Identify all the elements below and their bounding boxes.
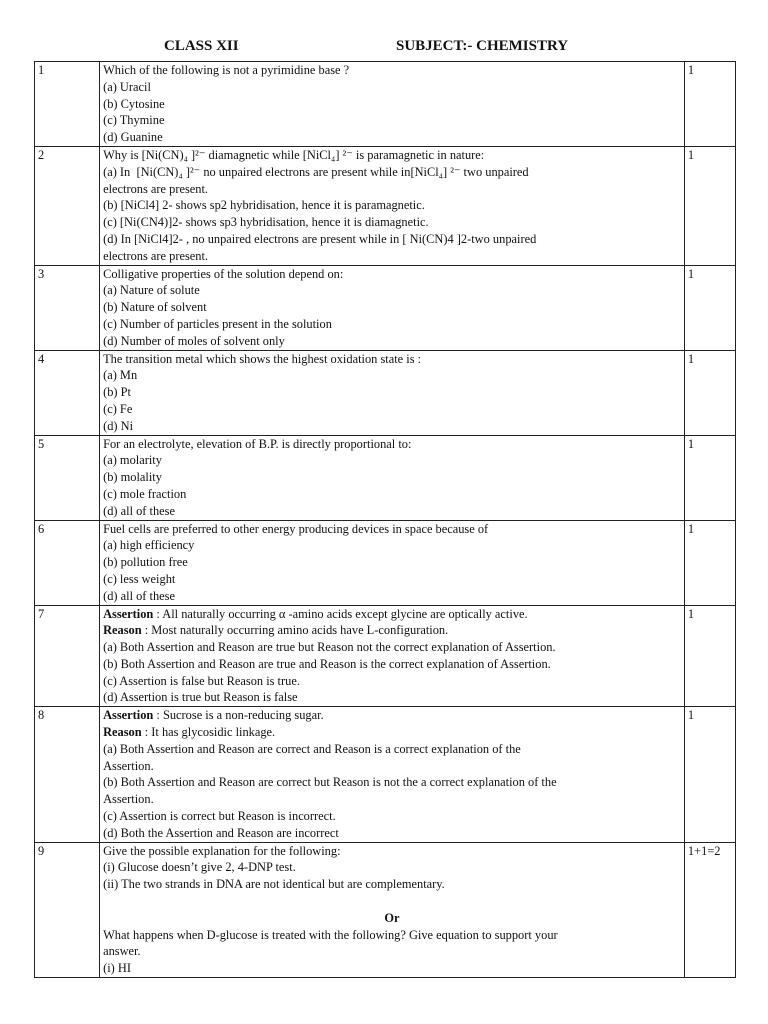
- line-text: (d) In [NiCl4]2- , no unpaired electrons are present while in [ Ni(CN)4 ]2-two unpaired: [103, 231, 537, 246]
- question-line: [103, 503, 681, 520]
- question-line: [103, 927, 681, 944]
- question-line: [103, 876, 681, 893]
- line-text: (a) Both Assertion and Reason are correct and Reason is a correct explanation of the: [103, 741, 521, 756]
- question-line: [103, 112, 681, 129]
- line-text: (d) all of these: [103, 503, 175, 518]
- question-text: [100, 146, 685, 265]
- line-text: (d) Number of moles of solvent only: [103, 333, 285, 348]
- line-text: (b) Both Assertion and Reason are correct but Reason is not the a correct explanation of the: [103, 775, 557, 790]
- page-header: [0, 38, 768, 58]
- question-text: [100, 520, 685, 605]
- line-text: : Most naturally occurring amino acids have L-configuration.: [141, 623, 449, 638]
- line-text: Fuel cells are preferred to other energy producing devices in space because of: [103, 521, 489, 536]
- question-row: [35, 842, 736, 977]
- line-text: (d) all of these: [103, 588, 175, 603]
- question-row: [35, 605, 736, 707]
- question-row: [35, 146, 736, 265]
- question-line: [103, 367, 681, 384]
- question-marks: 1: [684, 605, 735, 707]
- line-text: (b) Cytosine: [103, 96, 165, 111]
- question-marks: 1: [684, 62, 735, 147]
- line-text: Why is [Ni(CN)₄ ]²⁻ diamagnetic while [NiCl₄] ²⁻ is paramagnetic in nature:: [103, 147, 485, 162]
- line-text: The transition metal which shows the highest oxidation state is :: [103, 351, 422, 366]
- question-line: [103, 825, 681, 842]
- question-text: [100, 842, 685, 977]
- question-row: [35, 62, 736, 147]
- question-line: [103, 469, 681, 486]
- question-number: 4: [35, 350, 100, 435]
- or-separator: [103, 910, 681, 927]
- question-line: [103, 741, 681, 758]
- question-line: [103, 639, 681, 656]
- line-text: Or: [384, 910, 400, 925]
- line-text: (d) Assertion is true but Reason is false: [103, 690, 298, 705]
- question-line: [103, 436, 681, 453]
- question-number: 1: [35, 62, 100, 147]
- line-text: (b) pollution free: [103, 555, 188, 570]
- question-line: [103, 384, 681, 401]
- question-marks: 1: [684, 435, 735, 520]
- question-text: [100, 435, 685, 520]
- line-text: : It has glycosidic linkage.: [141, 725, 276, 740]
- question-line: [103, 724, 681, 741]
- line-text: electrons are present.: [103, 248, 208, 263]
- question-number: 6: [35, 520, 100, 605]
- line-text: Assertion.: [103, 758, 154, 773]
- line-text: (a) In [Ni(CN)₄ ]²⁻ no unpaired electrons are present while in[NiCl₄] ²⁻ two unpaired: [103, 164, 529, 179]
- line-text: (c) Number of particles present in the solution: [103, 316, 332, 331]
- question-line: [103, 537, 681, 554]
- question-line: [103, 791, 681, 808]
- question-line: [103, 147, 681, 164]
- line-text: (b) Both Assertion and Reason are true and Reason is the correct explanation of Assertion.: [103, 656, 551, 671]
- question-line: [103, 554, 681, 571]
- question-row: [35, 435, 736, 520]
- question-line: [103, 214, 681, 231]
- question-line: [103, 418, 681, 435]
- question-line: [103, 181, 681, 198]
- question-line: [103, 79, 681, 96]
- question-line: [103, 299, 681, 316]
- question-line: [103, 622, 681, 639]
- question-table-body: [35, 62, 736, 978]
- line-text: (a) Uracil: [103, 79, 151, 94]
- question-line: [103, 571, 681, 588]
- line-text: What happens when D-glucose is treated with the following? Give equation to support your: [103, 927, 558, 942]
- line-text: (b) molality: [103, 470, 162, 485]
- question-marks: 1: [684, 265, 735, 350]
- question-text: [100, 707, 685, 842]
- question-line: [103, 943, 681, 960]
- line-text: For an electrolyte, elevation of B.P. is directly proportional to:: [103, 436, 412, 451]
- line-text: (b) Pt: [103, 385, 131, 400]
- question-line: [103, 333, 681, 350]
- question-line: [103, 774, 681, 791]
- question-text: [100, 605, 685, 707]
- line-text: (d) Both the Assertion and Reason are incorrect: [103, 825, 339, 840]
- line-text: (i) Glucose doesn’t give 2, 4-DNP test.: [103, 860, 296, 875]
- question-table: [34, 61, 736, 978]
- line-text: (a) molarity: [103, 453, 162, 468]
- line-text: (c) Thymine: [103, 113, 165, 128]
- line-text: (b) [NiCl4] 2- shows sp2 hybridisation, hence it is paramagnetic.: [103, 198, 425, 213]
- question-line: [103, 707, 681, 724]
- question-line: [103, 893, 681, 910]
- question-line: [103, 673, 681, 690]
- line-text: : Sucrose is a non-reducing sugar.: [153, 708, 324, 723]
- question-line: [103, 62, 681, 79]
- line-label: Reason: [103, 725, 142, 740]
- question-line: [103, 316, 681, 333]
- question-line: [103, 689, 681, 706]
- question-row: [35, 707, 736, 842]
- question-number: 3: [35, 265, 100, 350]
- question-number: 7: [35, 605, 100, 707]
- question-marks: 1+1=2: [684, 842, 735, 977]
- line-text: (a) Nature of solute: [103, 283, 200, 298]
- question-line: [103, 486, 681, 503]
- question-marks: 1: [684, 520, 735, 605]
- question-line: [103, 859, 681, 876]
- line-text: (i) HI: [103, 961, 131, 976]
- question-line: [103, 452, 681, 469]
- question-row: [35, 520, 736, 605]
- question-number: 5: [35, 435, 100, 520]
- line-text: (c) [Ni(CN4)]2- shows sp3 hybridisation, hence it is diamagnetic.: [103, 215, 429, 230]
- line-text: answer.: [103, 944, 141, 959]
- question-marks: 1: [684, 350, 735, 435]
- line-text: (a) high efficiency: [103, 538, 195, 553]
- line-text: (d) Guanine: [103, 130, 163, 145]
- question-line: [103, 231, 681, 248]
- line-label: Assertion: [103, 606, 154, 621]
- question-line: [103, 164, 681, 181]
- line-text: Assertion.: [103, 792, 154, 807]
- question-line: [103, 197, 681, 214]
- question-row: [35, 265, 736, 350]
- line-text: (ii) The two strands in DNA are not identical but are complementary.: [103, 877, 445, 892]
- question-marks: 1: [684, 707, 735, 842]
- line-text: (a) Both Assertion and Reason are true but Reason not the correct explanation of Assertion.: [103, 640, 556, 655]
- question-number: 9: [35, 842, 100, 977]
- question-line: [103, 960, 681, 977]
- question-line: [103, 248, 681, 265]
- line-text: Colligative properties of the solution depend on:: [103, 266, 344, 281]
- line-text: Which of the following is not a pyrimidine base ?: [103, 63, 350, 77]
- line-label: Assertion: [103, 708, 154, 723]
- question-line: [103, 282, 681, 299]
- line-text: Give the possible explanation for the following:: [103, 843, 341, 858]
- question-line: [103, 266, 681, 283]
- class-title: CLASS XII: [164, 38, 239, 54]
- line-label: Reason: [103, 623, 142, 638]
- question-marks: 1: [684, 146, 735, 265]
- question-text: [100, 350, 685, 435]
- subject-title: SUBJECT:- CHEMISTRY: [396, 38, 569, 54]
- question-line: [103, 521, 681, 538]
- line-text: (c) less weight: [103, 571, 176, 586]
- line-text: : All naturally occurring α -amino acids except glycine are optically active.: [153, 606, 528, 621]
- question-row: [35, 350, 736, 435]
- line-text: (c) Fe: [103, 401, 133, 416]
- question-line: [103, 96, 681, 113]
- question-line: [103, 656, 681, 673]
- question-text: [100, 62, 685, 147]
- line-text: (d) Ni: [103, 418, 134, 433]
- question-number: 8: [35, 707, 100, 842]
- line-text: (b) Nature of solvent: [103, 300, 207, 315]
- line-text: (c) Assertion is correct but Reason is incorrect.: [103, 809, 336, 824]
- question-line: [103, 758, 681, 775]
- question-line: [103, 606, 681, 623]
- line-text: (c) Assertion is false but Reason is true.: [103, 673, 300, 688]
- question-line: [103, 129, 681, 146]
- question-number: 2: [35, 146, 100, 265]
- question-text: [100, 265, 685, 350]
- question-line: [103, 351, 681, 368]
- question-line: [103, 843, 681, 860]
- question-line: [103, 401, 681, 418]
- line-text: electrons are present.: [103, 181, 208, 196]
- line-text: (c) mole fraction: [103, 486, 187, 501]
- question-line: [103, 588, 681, 605]
- line-text: (a) Mn: [103, 368, 138, 383]
- question-line: [103, 808, 681, 825]
